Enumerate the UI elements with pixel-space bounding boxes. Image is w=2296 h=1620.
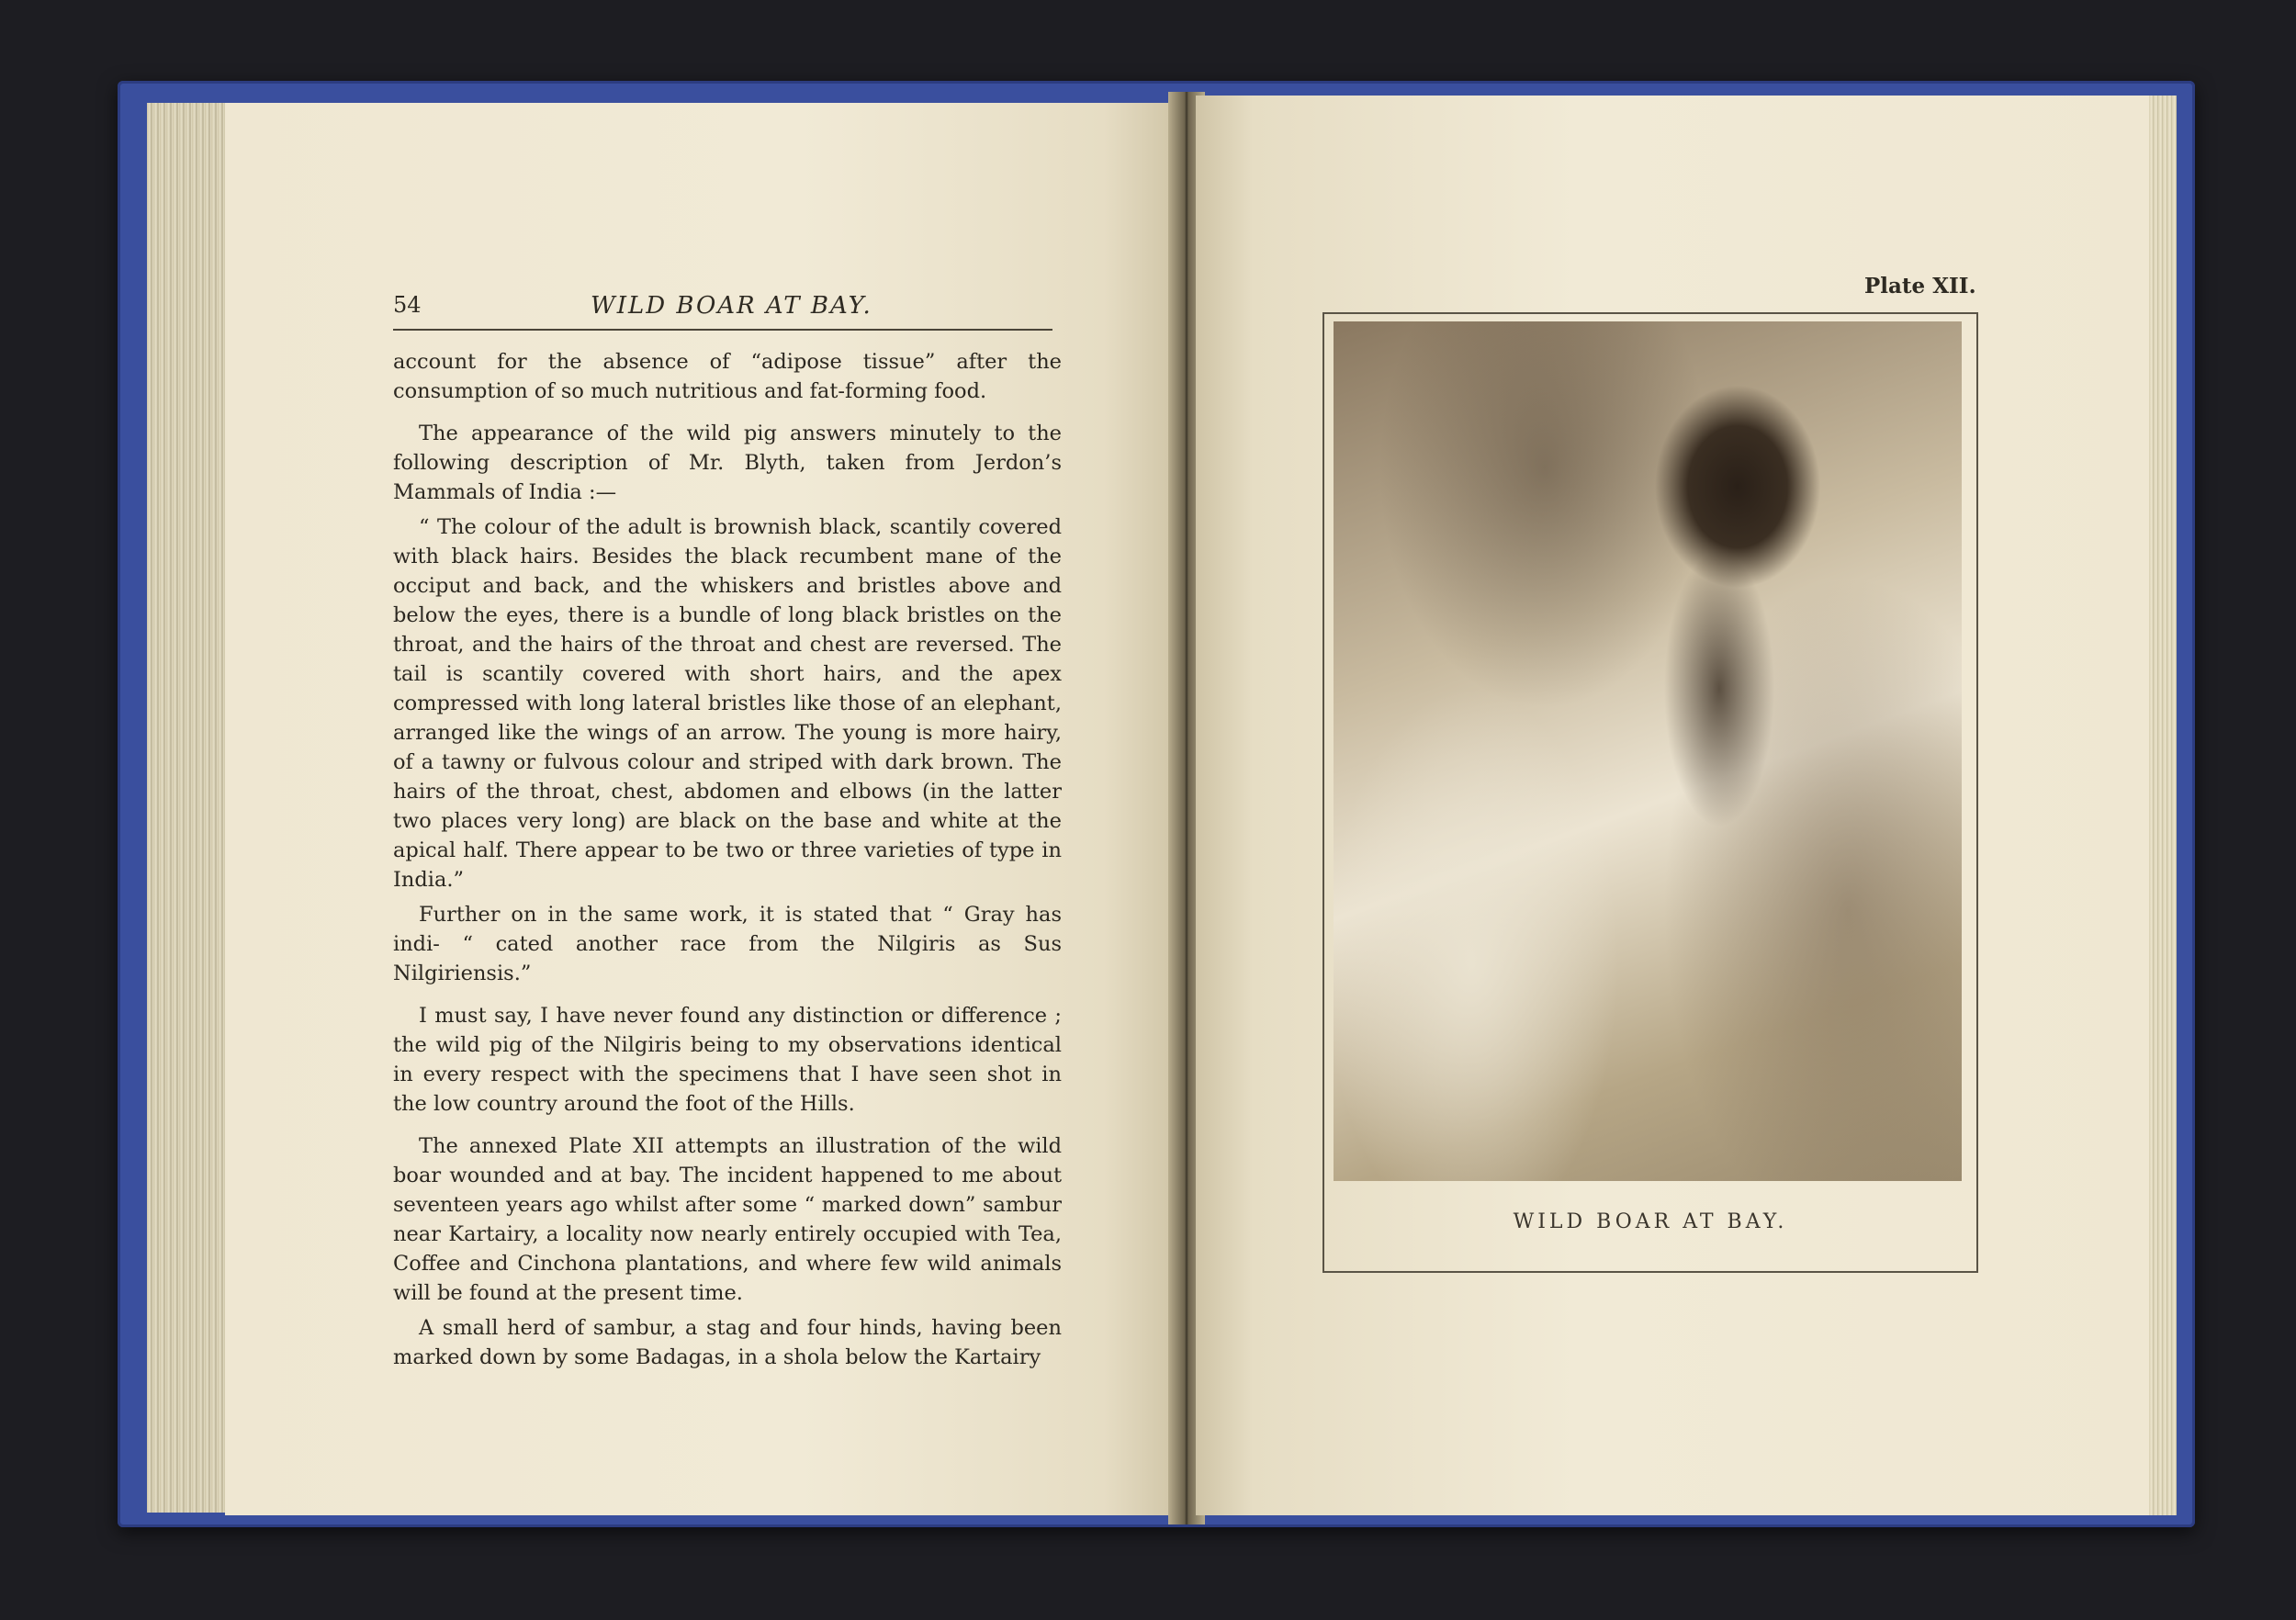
page-number: 54 [393,292,422,318]
paragraph: account for the absence of “adipose tissue” after the consumption of so much nutritious and fat-forming food. [393,350,1062,403]
page-edges-right [2149,96,2177,1515]
running-head [393,292,1052,331]
paragraph: A small herd of sambur, a stag and four hinds, having been marked down by some Badagas, in a shola below the Kartairy [393,1316,1062,1369]
running-head-title: WILD BOAR AT BAY. [591,292,872,320]
page-edges-left [147,103,230,1513]
paragraph: The annexed Plate XII attempts an illustration of the wild boar wounded and at bay. The incident happened to me about seventeen years ago whilst after some “ marked down” sambur near Kartairy, a locality now nearly entirely occupied with Tea, Coffee and Cinchona plantations, and where few wild animals will be found at the present time. [393,1134,1062,1305]
plate-photograph [1334,321,1962,1181]
quote-paragraph: “ The colour of the adult is brownish black, scantily covered with black hairs. Besides the black recumbent mane of the occiput and back, and the whiskers and bristles above and below the eyes, there is a bundle of long black bristles on the throat, and the hairs of the throat and chest are reversed. The tail is scantily covered with short hairs, and the apex compressed with long lateral bristles like those of an elephant, arranged like the wings of an arrow. The young is more hairy, of a tawny or fulvous colour and striped with dark brown. The hairs of the throat, chest, abdomen and elbows (in the latter two places very long) are black on the base and white at the apical half. There appear to be two or three varieties of type in India.” [393,515,1062,892]
body-text [393,347,1062,1385]
paragraph: The appearance of the wild pig answers minutely to the following description of Mr. Blyth, taken from Jerdon’s Mammals of India :— [393,422,1062,504]
plate-caption: WILD BOAR AT BAY. [1513,1210,1788,1233]
paragraph: Further on in the same work, it is stated that “ Gray has indi- “ cated another race from the Nilgiris as Sus Nilgiriensis.” [393,903,1062,985]
paragraph: I must say, I have never found any distinction or difference ; the wild pig of the Nilgiris being to my observations identical in every respect with the specimens that I have seen shot in the low country around the foot of the Hills. [393,1004,1062,1116]
plate-label: Plate XII. [1864,274,1976,298]
